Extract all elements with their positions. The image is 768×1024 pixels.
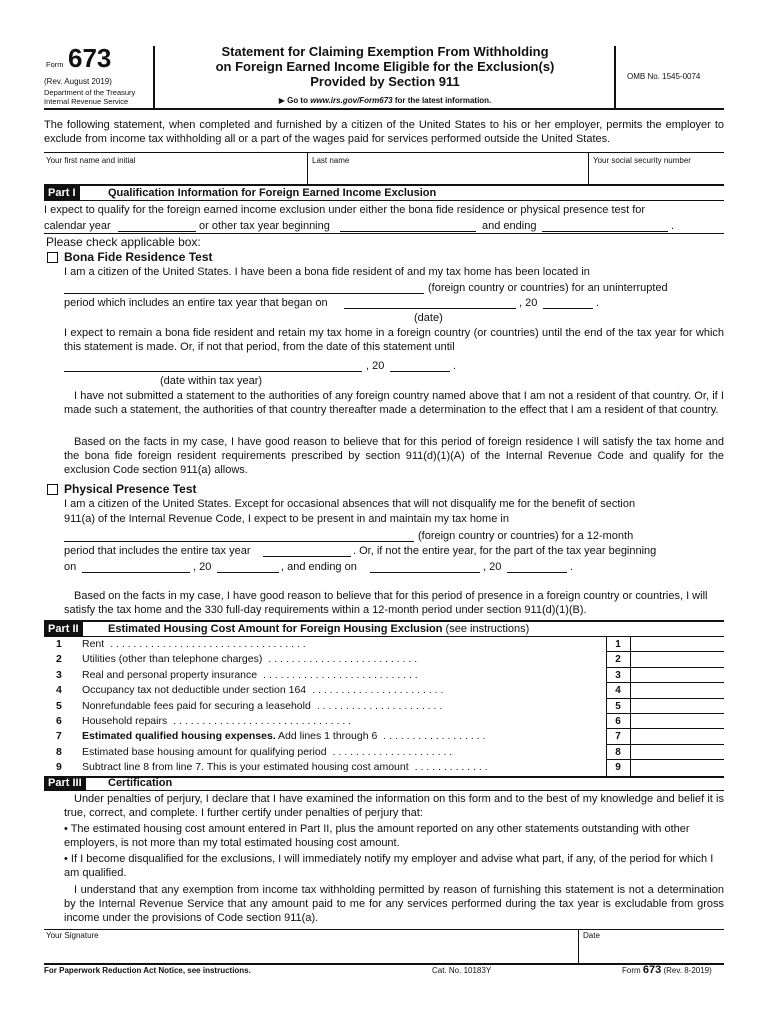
- line-box-number: 8: [615, 747, 621, 758]
- line-number: 7: [56, 730, 62, 742]
- bfr-country-label: (foreign country or countries) for an uninterrupted: [428, 282, 668, 294]
- dept-treasury: Department of the Treasury: [44, 88, 136, 97]
- check-box-instruction: Please check applicable box:: [46, 235, 201, 249]
- pp-tax-year-input[interactable]: [263, 544, 351, 557]
- or-other-tax-year-label: or other tax year beginning: [199, 220, 330, 232]
- line-number: 8: [56, 746, 62, 758]
- date-label: Date: [583, 931, 600, 940]
- line-box-number: 7: [615, 731, 621, 742]
- bfr-expect-text: I expect to remain a bona fide resident and retain my tax home in a foreign country (or countries) until the end of the tax year for which this statement is made. Or, if not that period, from the date of this statement until: [64, 327, 724, 353]
- line-description: Real and personal property insurance . . . . . . . . . . . . . . . . . . . . . . . . . . .: [82, 669, 418, 681]
- bona-fide-checkbox[interactable]: [47, 252, 58, 263]
- certification-text: Under penalties of perjury, I declare that I have examined the information on this form and to the best of my knowledge and belief it is true, correct, and complete. I further certify under penalties of perjury that:: [64, 793, 724, 819]
- part-2-label: Part II: [44, 622, 83, 636]
- line-box-number: 9: [615, 762, 621, 773]
- pp-on-label: on: [64, 561, 77, 573]
- expect-qualify-text: I expect to qualify for the foreign earned income exclusion under either the bona fide residence or physical presence test for: [44, 204, 646, 216]
- calendar-year-label: calendar year: [44, 220, 111, 232]
- signature-input[interactable]: [46, 942, 574, 962]
- line-description: Utilities (other than telephone charges) . . . . . . . . . . . . . . . . . . . . . . . . . .: [82, 653, 418, 665]
- pp-begin-date-input[interactable]: [82, 560, 190, 573]
- bfr-based-text: Based on the facts in my case, I have good reason to believe that for this period of foreign residence I will satisfy the tax home and the bona fide foreign resident requirements prescribed by section 911(d)(1)(A) of the Internal Revenue Code and qualify for the exclusion Code section 911(a) allows.: [64, 436, 724, 476]
- pp-based-text: Based on the facts in my case, I have good reason to believe that for this period of presence in a foreign country or countries, I will satisfy the tax home and the 330 full-day requirements within a 12-month period under section 911(d)(1)(B).: [64, 590, 708, 616]
- irs-label: Internal Revenue Service: [44, 97, 129, 106]
- part-1-title: Qualification Information for Foreign Earned Income Exclusion: [108, 187, 437, 199]
- certification-bullet-1: • The estimated housing cost amount entered in Part II, plus the amount reported on any other statements outstanding with other employers, is not more than my total estimated housing cost amount.: [64, 823, 690, 849]
- pp-line-2: 911(a) of the Internal Revenue Code, I expect to be present in and maintain my tax home in: [64, 513, 509, 525]
- last-name-label: Last name: [312, 156, 350, 165]
- line-box-number: 2: [615, 654, 621, 665]
- form-rev: (Rev. August 2019): [44, 77, 112, 86]
- line-number: 1: [56, 638, 62, 650]
- part-3-title: Certification: [108, 777, 173, 789]
- ssn-input[interactable]: [592, 168, 722, 182]
- catalog-number: Cat. No. 10183Y: [432, 966, 492, 975]
- bona-fide-title: Bona Fide Residence Test: [64, 250, 213, 264]
- line-box-number: 6: [615, 716, 621, 727]
- pp-begin-comma-20: , 20: [193, 561, 212, 573]
- bfr-line-1: I am a citizen of the United States. I have been a bona fide resident of and my tax home has been located in: [64, 266, 590, 278]
- tax-year-begin-input[interactable]: [340, 219, 476, 232]
- period-mark: .: [671, 220, 675, 232]
- first-name-input[interactable]: [46, 168, 304, 182]
- tax-year-end-input[interactable]: [542, 219, 668, 232]
- footer-form-id: Form 673 (Rev. 8-2019): [622, 964, 712, 976]
- paperwork-notice: For Paperwork Reduction Act Notice, see instructions.: [44, 966, 251, 975]
- line-amount-input[interactable]: [632, 745, 724, 759]
- line-box-number: 1: [615, 639, 621, 650]
- pp-begin-year-input[interactable]: [217, 560, 279, 573]
- bfr-country-input[interactable]: [64, 281, 424, 294]
- bfr-began-year-input[interactable]: [543, 296, 593, 309]
- irs-link[interactable]: www.irs.gov/Form673: [310, 96, 393, 105]
- bfr-period-label: period which includes an entire tax year that began on: [64, 297, 328, 309]
- date-within-caption: (date within tax year): [160, 375, 263, 387]
- line-amount-input[interactable]: [632, 637, 724, 651]
- line-amount-input[interactable]: [632, 729, 724, 743]
- line-box-number: 5: [615, 701, 621, 712]
- line-amount-input[interactable]: [632, 760, 724, 774]
- pp-end-date-input[interactable]: [370, 560, 480, 573]
- bfr-comma-20: , 20: [519, 297, 538, 309]
- line-description: Estimated base housing amount for qualifying period . . . . . . . . . . . . . . . . . . . . .: [82, 746, 453, 758]
- certification-understand-text: I understand that any exemption from income tax withholding permitted by reason of furnishing this statement is not a determination by the Internal Revenue Service that any amount paid to me for any services performed during the tax year is excludable from gross income under the provisions of Code section 911(a).: [64, 884, 724, 924]
- bfr-until-year-input[interactable]: [390, 359, 450, 372]
- line-number: 2: [56, 653, 62, 665]
- form-number: 673: [68, 43, 112, 73]
- line-box-number: 3: [615, 670, 621, 681]
- line-box-number: 4: [615, 685, 621, 696]
- part-3-label: Part III: [44, 776, 86, 790]
- first-name-label: Your first name and initial: [46, 156, 136, 165]
- line-number: 4: [56, 684, 62, 696]
- line-amount-input[interactable]: [632, 683, 724, 697]
- line-amount-input[interactable]: [632, 714, 724, 728]
- ssn-label: Your social security number: [593, 156, 691, 165]
- signature-label: Your Signature: [46, 931, 99, 940]
- form-word: Form: [46, 60, 64, 69]
- bfr-until-date-input[interactable]: [64, 359, 362, 372]
- line-amount-input[interactable]: [632, 668, 724, 682]
- line-description: Rent . . . . . . . . . . . . . . . . . . . . . . . . . . . . . . . . . .: [82, 638, 306, 650]
- omb-number: OMB No. 1545-0074: [627, 72, 701, 81]
- physical-presence-title: Physical Presence Test: [64, 482, 197, 496]
- bfr-not-submitted-text: I have not submitted a statement to the authorities of any foreign country named above that I am not a resident of that country. Or, if I made such a statement, the authorities of that country thereafter made a determination to the effect that I am a resident of that country.: [64, 390, 724, 416]
- pp-line-1: I am a citizen of the United States. Except for occasional absences that will not disqualify me for the benefit of section: [64, 498, 636, 510]
- pp-or-not-label: . Or, if not the entire year, for the part of the tax year beginning: [353, 545, 657, 557]
- pp-period-label: period that includes the entire tax year: [64, 545, 251, 557]
- line-description: Estimated qualified housing expenses. Add lines 1 through 6 . . . . . . . . . . . . . . . . . .: [82, 730, 486, 742]
- pp-country-input[interactable]: [64, 529, 414, 542]
- part-2-title: Estimated Housing Cost Amount for Foreign Housing Exclusion (see instructions): [108, 623, 530, 635]
- bfr-began-date-input[interactable]: [344, 296, 516, 309]
- line-description: Household repairs . . . . . . . . . . . . . . . . . . . . . . . . . . . . . . .: [82, 715, 352, 727]
- line-number: 6: [56, 715, 62, 727]
- line-number: 5: [56, 700, 62, 712]
- intro-text: The following statement, when completed and furnished by a citizen of the United States to his or her employer, permits the employer to exclude from income tax withholding all or a part of the wages paid for services performed outside the United States.: [44, 119, 724, 145]
- line-amount-input[interactable]: [632, 652, 724, 666]
- bfr-until-dot: .: [453, 360, 457, 372]
- form-title: Statement for Claiming Exemption From Withholding on Foreign Earned Income Eligible for the Exclusion(s) Provided by Section 911: [215, 44, 555, 89]
- bfr-until-comma-20: , 20: [366, 360, 385, 372]
- pp-end-comma-20: , 20: [483, 561, 502, 573]
- line-amount-input[interactable]: [632, 699, 724, 713]
- pp-end-dot: .: [570, 561, 574, 573]
- line-description: Subtract line 8 from line 7. This is your estimated housing cost amount . . . . . . . . . . . . .: [82, 761, 488, 773]
- calendar-year-input[interactable]: [118, 219, 196, 232]
- line-number: 9: [56, 761, 62, 773]
- bfr-period-dot: .: [596, 297, 600, 309]
- certification-bullet-2: • If I become disqualified for the exclusions, I will immediately notify my employer and advise what part, if any, of the period for which I am qualified.: [64, 853, 714, 879]
- physical-presence-checkbox[interactable]: [47, 484, 58, 495]
- last-name-input[interactable]: [311, 168, 585, 182]
- pp-end-year-input[interactable]: [507, 560, 567, 573]
- bfr-date-caption: (date): [414, 312, 443, 324]
- line-description: Nonrefundable fees paid for securing a leasehold . . . . . . . . . . . . . . . . . . . . . .: [82, 700, 443, 712]
- line-description: Occupancy tax not deductible under section 164 . . . . . . . . . . . . . . . . . . . . . . .: [82, 684, 444, 696]
- goto-instructions: ▶ Go to www.irs.gov/Form673 for the latest information.: [278, 96, 492, 105]
- pp-country-label: (foreign country or countries) for a 12-month: [418, 530, 634, 542]
- pp-ending-on-label: , and ending on: [281, 561, 357, 573]
- part-1-label: Part I: [44, 186, 80, 200]
- and-ending-label: and ending: [482, 220, 537, 232]
- date-input[interactable]: [583, 942, 723, 962]
- line-number: 3: [56, 669, 62, 681]
